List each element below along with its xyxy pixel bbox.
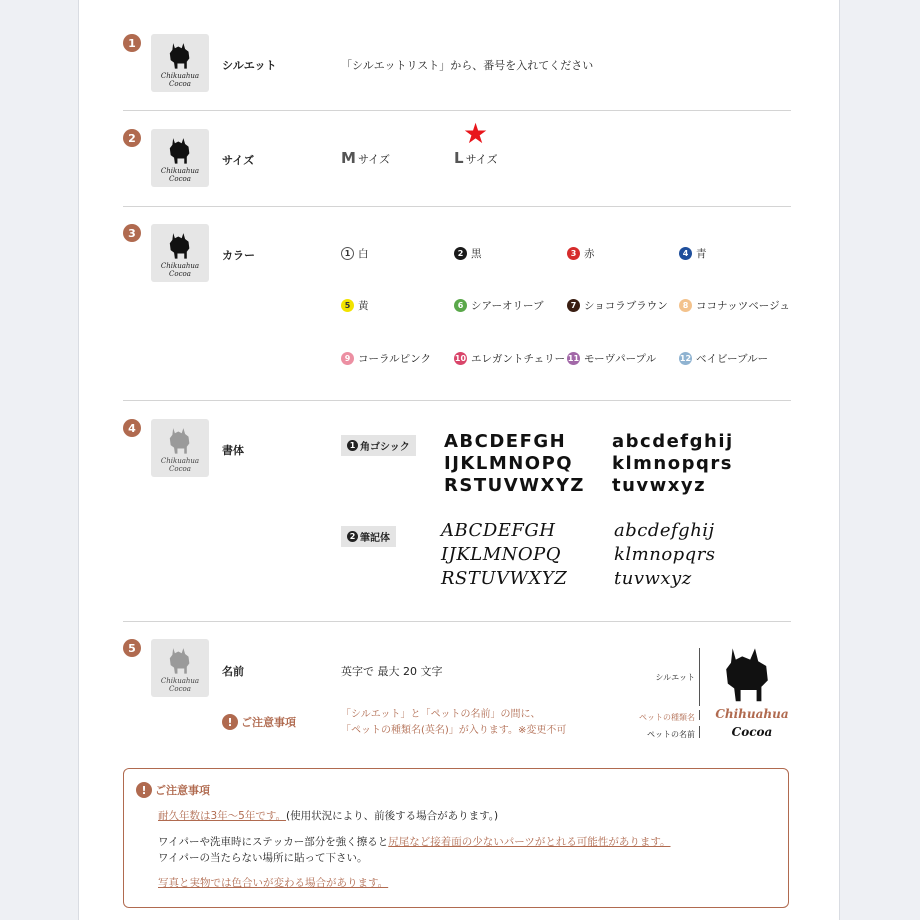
color-name: ショコラブラウン (584, 300, 668, 312)
size-letter: M (341, 149, 356, 167)
font-name: 角ゴシック (360, 442, 410, 453)
divider (123, 400, 791, 401)
divider (123, 206, 791, 207)
color-swatch: 2 (454, 247, 467, 260)
color-swatch: 12 (679, 354, 692, 363)
color-swatch: 11 (567, 354, 580, 363)
preview-name-text: Cocoa (731, 725, 773, 739)
dog-silhouette-icon (163, 133, 197, 167)
color-name: 青 (696, 248, 707, 260)
color-option-mauve-purple[interactable] (567, 351, 656, 366)
thumb-name-text: Cocoa (169, 685, 191, 693)
color-option-coral-pink[interactable] (341, 351, 431, 366)
font-number: 1 (347, 440, 358, 451)
color-option-yellow[interactable] (341, 298, 369, 313)
script-lowercase-sample (614, 519, 716, 591)
color-swatch: 7 (567, 299, 580, 312)
color-option-elegant-cherry[interactable] (454, 351, 565, 366)
color-swatch: 10 (454, 354, 467, 363)
caution-inline (222, 714, 296, 730)
caution-note-line: 「ペットの種類名(英名)」が入ります。※変更不可 (341, 725, 567, 736)
font-option-script[interactable] (341, 526, 396, 547)
sample-line: klmnopqrs (612, 453, 733, 474)
script-uppercase-sample (441, 519, 567, 591)
section-label-font: 書体 (222, 444, 244, 457)
sample-line: IJKLMNOPQ (444, 453, 574, 474)
preview-label-type: ペットの種類名 (639, 713, 695, 722)
caution-note-line: 「シルエット」と「ペットの名前」の間に、 (341, 709, 541, 720)
font-number: 2 (347, 531, 358, 542)
color-name: ベイビーブルー (696, 353, 769, 365)
sample-line: tuvwxyz (614, 568, 692, 589)
sample-line: ABCDEFGH (441, 520, 556, 541)
sample-line: IJKLMNOPQ (441, 544, 562, 565)
notice-line-color (158, 876, 388, 891)
gothic-uppercase-sample (444, 431, 585, 497)
step-number: 4 (123, 419, 141, 437)
color-name: 黄 (358, 300, 369, 312)
sample-line: abcdefghij (612, 431, 734, 452)
color-swatch: 5 (341, 299, 354, 312)
notice-line-wiper (158, 835, 671, 850)
dog-silhouette-icon (163, 643, 197, 677)
size-suffix: サイズ (465, 153, 498, 166)
color-swatch: 9 (341, 352, 354, 365)
dog-silhouette-icon (163, 228, 197, 262)
step-number: 2 (123, 129, 141, 147)
size-thumbnail (151, 129, 209, 187)
section-label-name: 名前 (222, 665, 244, 678)
font-thumbnail (151, 419, 209, 477)
sticker-preview (619, 640, 799, 750)
sample-line: RSTUVWXYZ (441, 568, 568, 589)
notice-highlight: 耐久年数は3年〜5年です。 (158, 810, 287, 822)
preview-type-text: Chihuahua (715, 707, 789, 721)
sample-line: ABCDEFGH (444, 431, 567, 452)
exclamation-icon: ! (136, 782, 152, 798)
gothic-lowercase-sample (612, 431, 734, 497)
name-thumbnail (151, 639, 209, 697)
sample-line: tuvwxyz (612, 475, 707, 496)
preview-label-silhouette: シルエット (655, 673, 695, 682)
size-letter: L (454, 149, 464, 167)
section-label-silhouette: シルエット (222, 59, 277, 72)
section-label-color: カラー (222, 249, 255, 262)
exclamation-icon: ! (222, 714, 238, 730)
color-swatch: 3 (567, 247, 580, 260)
name-instruction: 英字で 最大 20 文字 (341, 665, 443, 678)
sample-line: abcdefghij (614, 520, 715, 541)
font-name: 筆記体 (360, 533, 390, 544)
step-number: 1 (123, 34, 141, 52)
color-swatch: 6 (454, 299, 467, 312)
sample-line: klmnopqrs (614, 544, 716, 565)
color-name: シアーオリーブ (471, 300, 544, 312)
color-option-white[interactable] (341, 246, 369, 261)
step-number: 5 (123, 639, 141, 657)
size-option-m[interactable] (341, 149, 390, 167)
notice-text: ワイパーや洗車時にステッカー部分を強く擦ると (158, 836, 389, 848)
thumb-name-text: Cocoa (169, 465, 191, 473)
thumb-type-text: Chikuahua (160, 262, 200, 270)
color-option-sheer-olive[interactable] (454, 298, 543, 313)
color-option-baby-blue[interactable] (679, 351, 768, 366)
color-name: 白 (358, 248, 369, 260)
divider (123, 621, 791, 622)
color-name: モーヴパープル (584, 353, 657, 365)
section-label-size: サイズ (222, 154, 255, 167)
thumb-type-text: Chikuahua (160, 457, 200, 465)
color-name: 赤 (584, 248, 595, 260)
notice-title-row (136, 782, 210, 798)
caution-label: ご注意事項 (241, 716, 296, 729)
star-icon: ★ (463, 117, 489, 150)
preview-divider (699, 726, 700, 738)
preview-label-name: ペットの名前 (647, 730, 695, 739)
size-suffix: サイズ (357, 153, 391, 166)
color-thumbnail (151, 224, 209, 282)
dog-silhouette-icon (163, 38, 197, 72)
color-option-chocolate-brown[interactable] (567, 298, 668, 313)
font-option-gothic[interactable] (341, 435, 416, 456)
divider (123, 110, 791, 111)
color-option-red[interactable] (567, 246, 595, 261)
thumb-type-text: Chikuahua (160, 72, 200, 80)
thumb-name-text: Cocoa (169, 175, 191, 183)
thumb-type-text: Chikuahua (160, 677, 200, 685)
color-name: コーラルピンク (358, 353, 431, 365)
notice-highlight: 尻尾など接着面の少ないパーツがとれる可能性があります。 (388, 836, 671, 848)
color-option-black[interactable] (454, 246, 482, 261)
thumb-name-text: Cocoa (169, 80, 191, 88)
notice-line-placement: ワイパーの当たらない場所に貼って下さい。 (158, 852, 368, 864)
color-option-coconut-beige[interactable] (679, 298, 790, 313)
notice-line-durability (158, 809, 498, 824)
thumb-name-text: Cocoa (169, 270, 191, 278)
step-number: 3 (123, 224, 141, 242)
caution-note (341, 707, 566, 739)
color-name: 黒 (471, 248, 482, 260)
color-swatch: 8 (679, 299, 692, 312)
preview-divider (699, 710, 700, 720)
color-name: エレガントチェリー (471, 353, 566, 365)
preview-divider (699, 648, 700, 706)
thumb-type-text: Chikuahua (160, 167, 200, 175)
page (78, 0, 840, 920)
color-option-blue[interactable] (679, 246, 707, 261)
silhouette-thumbnail (151, 34, 209, 92)
silhouette-instruction: 「シルエットリスト」から、番号を入れてください (341, 59, 594, 72)
notice-box (123, 768, 789, 908)
size-option-l[interactable] (454, 149, 498, 167)
color-name: ココナッツベージュ (696, 300, 790, 312)
color-swatch: 4 (679, 247, 692, 260)
notice-title: ご注意事項 (155, 784, 210, 797)
dog-silhouette-icon (715, 642, 779, 706)
dog-silhouette-icon (163, 423, 197, 457)
sample-line: RSTUVWXYZ (444, 475, 585, 496)
notice-text: (使用状況により、前後する場合があります。) (286, 810, 499, 822)
notice-highlight: 写真と実物では色合いが変わる場合があります。 (158, 877, 389, 889)
color-swatch: 1 (341, 247, 354, 260)
